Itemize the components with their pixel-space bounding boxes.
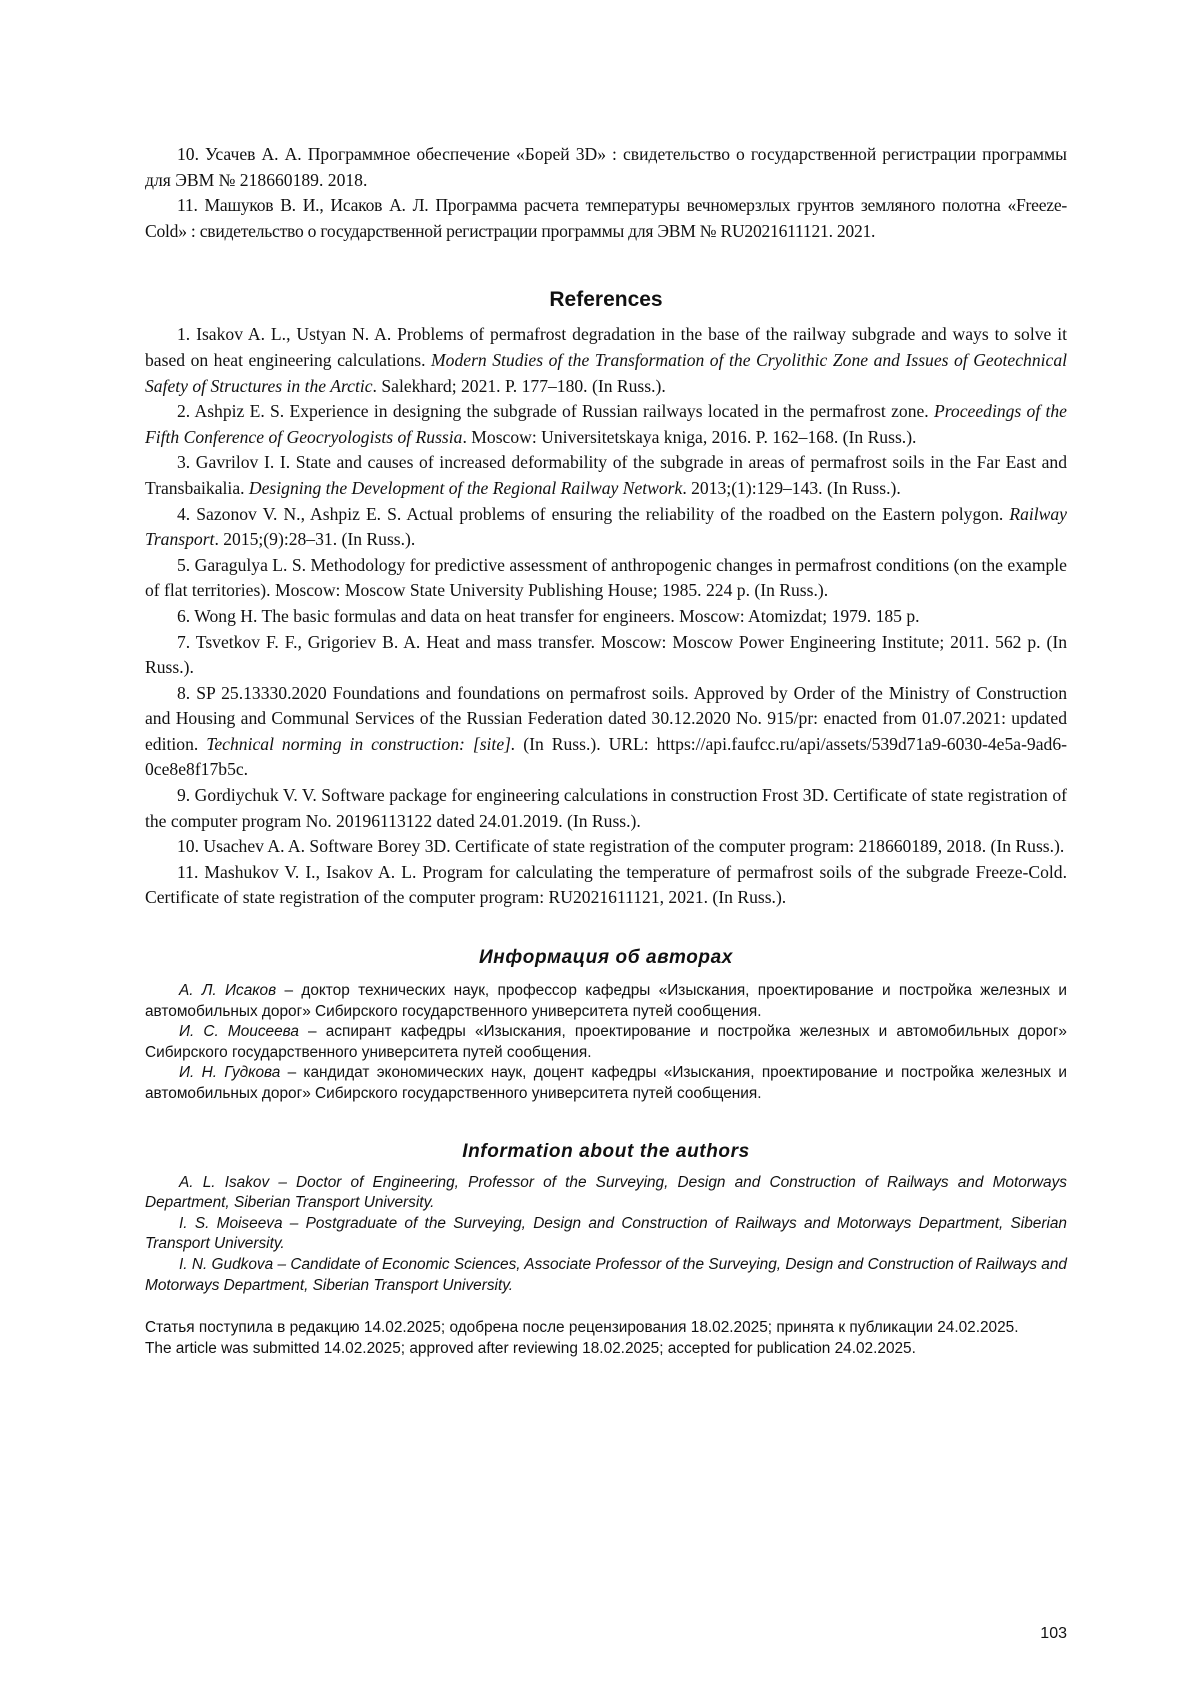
reference-source: Designing the Development of the Regional Railway Network	[249, 478, 682, 498]
authors-ru-title: Информация об авторах	[145, 947, 1067, 969]
author-info-ru	[145, 981, 1067, 1022]
references-title: References	[145, 288, 1067, 312]
reference-item	[145, 630, 1067, 681]
reference-item	[145, 860, 1067, 911]
reference-item	[145, 399, 1067, 450]
reference-source: Railway Transport	[145, 504, 1067, 550]
author-info-en: I. S. Moiseeva – Postgraduate of the Surveying, Design and Construction of Railways and Motorways Department, Siberian Transport University.	[145, 1214, 1067, 1255]
author-info-en: A. L. Isakov – Doctor of Engineering, Professor of the Surveying, Design and Construction of Railways and Motorways Department, Siberian Transport University.	[145, 1173, 1067, 1214]
author-name: И. Н. Гудкова	[179, 1064, 280, 1081]
reference-text: 9. Gordiychuk V. V. Software package for engineering calculations in construction Frost 3D. Certificate of state registration of the computer program No. 20196113122 dated 24.01.2019. (In Russ.).	[145, 785, 1067, 831]
reference-details: . 2013;(1):129–143. (In Russ.).	[682, 478, 900, 498]
reference-item	[145, 834, 1067, 860]
reference-source: Modern Studies of the Transformation of the Cryolithic Zone and Issues of Geotechnical Safety of Structures in the Arctic	[145, 350, 1067, 396]
reference-details: . Salekhard; 2021. P. 177–180. (In Russ.).	[373, 376, 666, 396]
reference-details: (In Russ.). URL: https://api.faufcc.ru/api/assets/539d71a9-6030-4e5a-9ad6-0ce8e8f17b5c.	[145, 734, 1067, 780]
references-list	[145, 322, 1067, 911]
reference-item	[145, 553, 1067, 604]
reference-text: 11. Mashukov V. I., Isakov A. L. Program for calculating the temperature of permafrost soils of the subgrade Freeze-Cold. Certificate of state registration of the computer program: RU2021611121, 2021. (In Russ.).	[145, 862, 1067, 908]
reference-details: . 2015;(9):28–31. (In Russ.).	[214, 529, 415, 549]
reference-text: 1. Isakov A. L., Ustyan N. A. Problems of permafrost degradation in the base of the railway subgrade and ways to solve it based on heat engineering calculations.	[145, 324, 1067, 370]
author-info-ru	[145, 1063, 1067, 1104]
page-content	[145, 142, 1067, 1359]
dates-ru: Статья поступила в редакцию 14.02.2025; одобрена после рецензирования 18.02.2025; принята к публикации 24.02.2025.	[145, 1318, 1067, 1339]
authors-ru-list	[145, 981, 1067, 1105]
reference-source: Proceedings of the Fifth Conference of Geocryologists of Russia	[145, 401, 1067, 447]
prior-ref-item: 11. Машуков В. И., Исаков А. Л. Программа расчета температуры вечномерзлых грунтов земляного полотна «Freeze-Cold» : свидетельство о государственной регистрации программы для ЭВМ № RU2021611121. 2021.	[145, 193, 1067, 244]
authors-en-list	[145, 1173, 1067, 1297]
dates-en: The article was submitted 14.02.2025; approved after reviewing 18.02.2025; accepted for publication 24.02.2025.	[145, 1339, 1067, 1360]
author-name: А. Л. Исаков	[179, 982, 276, 999]
reference-item	[145, 604, 1067, 630]
reference-item	[145, 450, 1067, 501]
page-number: 103	[1010, 1625, 1067, 1643]
author-info-ru	[145, 1022, 1067, 1063]
reference-text: 2. Ashpiz E. S. Experience in designing the subgrade of Russian railways located in the permafrost zone.	[177, 401, 934, 421]
author-info-en: I. N. Gudkova – Candidate of Economic Sciences, Associate Professor of the Surveying, Design and Construction of Railways and Motorways Department, Siberian Transport University.	[145, 1255, 1067, 1296]
reference-text: 10. Usachev A. A. Software Borey 3D. Certificate of state registration of the computer program: 218660189, 2018. (In Russ.).	[177, 836, 1064, 856]
article-dates	[145, 1318, 1067, 1359]
prior-ref-item: 10. Усачев А. А. Программное обеспечение «Борей 3D» : свидетельство о государственной регистрации программы для ЭВМ № 218660189. 2018.	[145, 142, 1067, 193]
reference-text: 5. Garagulya L. S. Methodology for predictive assessment of anthropogenic changes in permafrost conditions (on the example of flat territories). Moscow: Moscow State University Publishing House; 1985. 224 p. (In Russ.).	[145, 555, 1067, 601]
reference-item	[145, 502, 1067, 553]
reference-item	[145, 322, 1067, 399]
reference-item	[145, 783, 1067, 834]
author-name: И. С. Моисеева	[179, 1023, 299, 1040]
reference-source: Technical norming in construction: [site].	[206, 734, 515, 754]
authors-en-title: Information about the authors	[145, 1141, 1067, 1163]
reference-details: . Moscow: Universitetskaya kniga, 2016. P. 162–168. (In Russ.).	[462, 427, 916, 447]
reference-item	[145, 681, 1067, 783]
author-description: – доктор технических наук, профессор кафедры «Изыскания, проектирование и постройка железных и автомобильных дорог» Сибирского государственного университета путей сообщения.	[145, 982, 1067, 1020]
reference-text: 8. SP 25.13330.2020 Foundations and foundations on permafrost soils. Approved by Order of the Ministry of Construction and Housing and Communal Services of the Russian Federation dated 30.12.2020 No. 915/pr: enacted from 01.07.2021: updated edition.	[145, 683, 1067, 754]
reference-text: 6. Wong H. The basic formulas and data on heat transfer for engineers. Moscow: Atomizdat; 1979. 185 p.	[177, 606, 920, 626]
prior-references	[145, 142, 1067, 244]
author-description: – кандидат экономических наук, доцент кафедры «Изыскания, проектирование и постройка железных и автомобильных дорог» Сибирского государственного университета путей сообщения.	[145, 1064, 1067, 1102]
author-description: – аспирант кафедры «Изыскания, проектирование и постройка железных и автомобильных дорог» Сибирского государственного университета путей сообщения.	[145, 1023, 1067, 1061]
reference-text: 3. Gavrilov I. I. State and causes of increased deformability of the subgrade in areas of permafrost soils in the Far East and Transbaikalia.	[145, 452, 1067, 498]
reference-text: 4. Sazonov V. N., Ashpiz E. S. Actual problems of ensuring the reliability of the roadbed on the Eastern polygon.	[177, 504, 1009, 524]
reference-text: 7. Tsvetkov F. F., Grigoriev B. A. Heat and mass transfer. Moscow: Moscow Power Engineering Institute; 2011. 562 p. (In Russ.).	[145, 632, 1067, 678]
